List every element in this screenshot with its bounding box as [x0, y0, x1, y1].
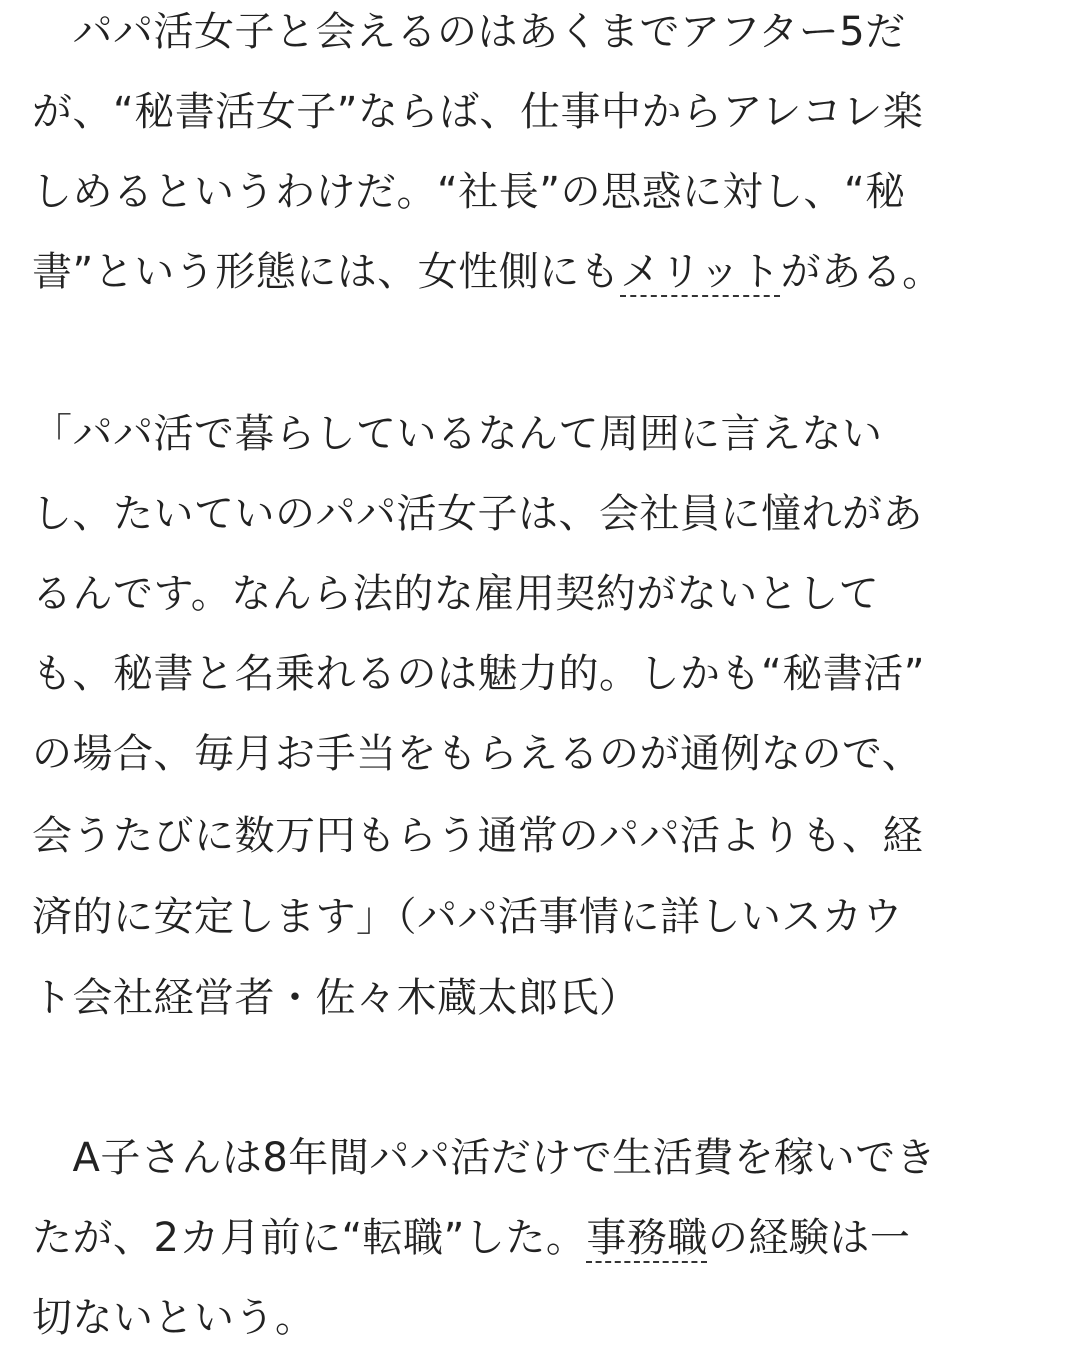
- text-line: るんです。なんら法的な雇用契約がないとして: [32, 571, 880, 617]
- text-segment: がある。: [780, 249, 943, 295]
- text-line: し、たいていのパパ活女子は、会社員に憧れがあ: [32, 491, 923, 537]
- text-line: パパ活女子と会えるのはあくまでアフター5だ: [32, 9, 906, 55]
- text-line: ト会社経営者・佐々木蔵太郎氏）: [32, 975, 640, 1021]
- keyword-link-office-work[interactable]: 事務職: [586, 1215, 708, 1261]
- text-line: 済的に安定します」（パパ活事情に詳しいスカウ: [32, 894, 903, 940]
- text-line: 「パパ活で暮らしているなんて周囲に言えない: [32, 411, 883, 457]
- text-line: 切ないという。: [32, 1295, 316, 1341]
- text-segment: たが、2カ月前に“転職”した。: [32, 1215, 587, 1261]
- text-line: [32, 1198, 910, 1278]
- text-line: も、秘書と名乗れるのは魅力的。しかも“秘書活”: [32, 651, 925, 697]
- text-line: の場合、毎月お手当をもらえるのが通例なので、: [32, 731, 923, 777]
- text-line: A子さんは8年間パパ活だけで生活費を稼いでき: [32, 1135, 937, 1181]
- text-segment: の経験は一: [707, 1215, 911, 1261]
- text-line: [32, 232, 943, 312]
- text-line: が、“秘書活女子”ならば、仕事中からアレコレ楽: [32, 89, 924, 135]
- text-line: しめるというわけだ。“社長”の思惑に対し、“秘: [32, 169, 906, 215]
- keyword-link-merit[interactable]: メリット: [620, 249, 781, 295]
- text-segment: 書”という形態には、女性側にも: [32, 249, 621, 295]
- text-line: 会うたびに数万円もらう通常のパパ活よりも、経: [32, 813, 923, 859]
